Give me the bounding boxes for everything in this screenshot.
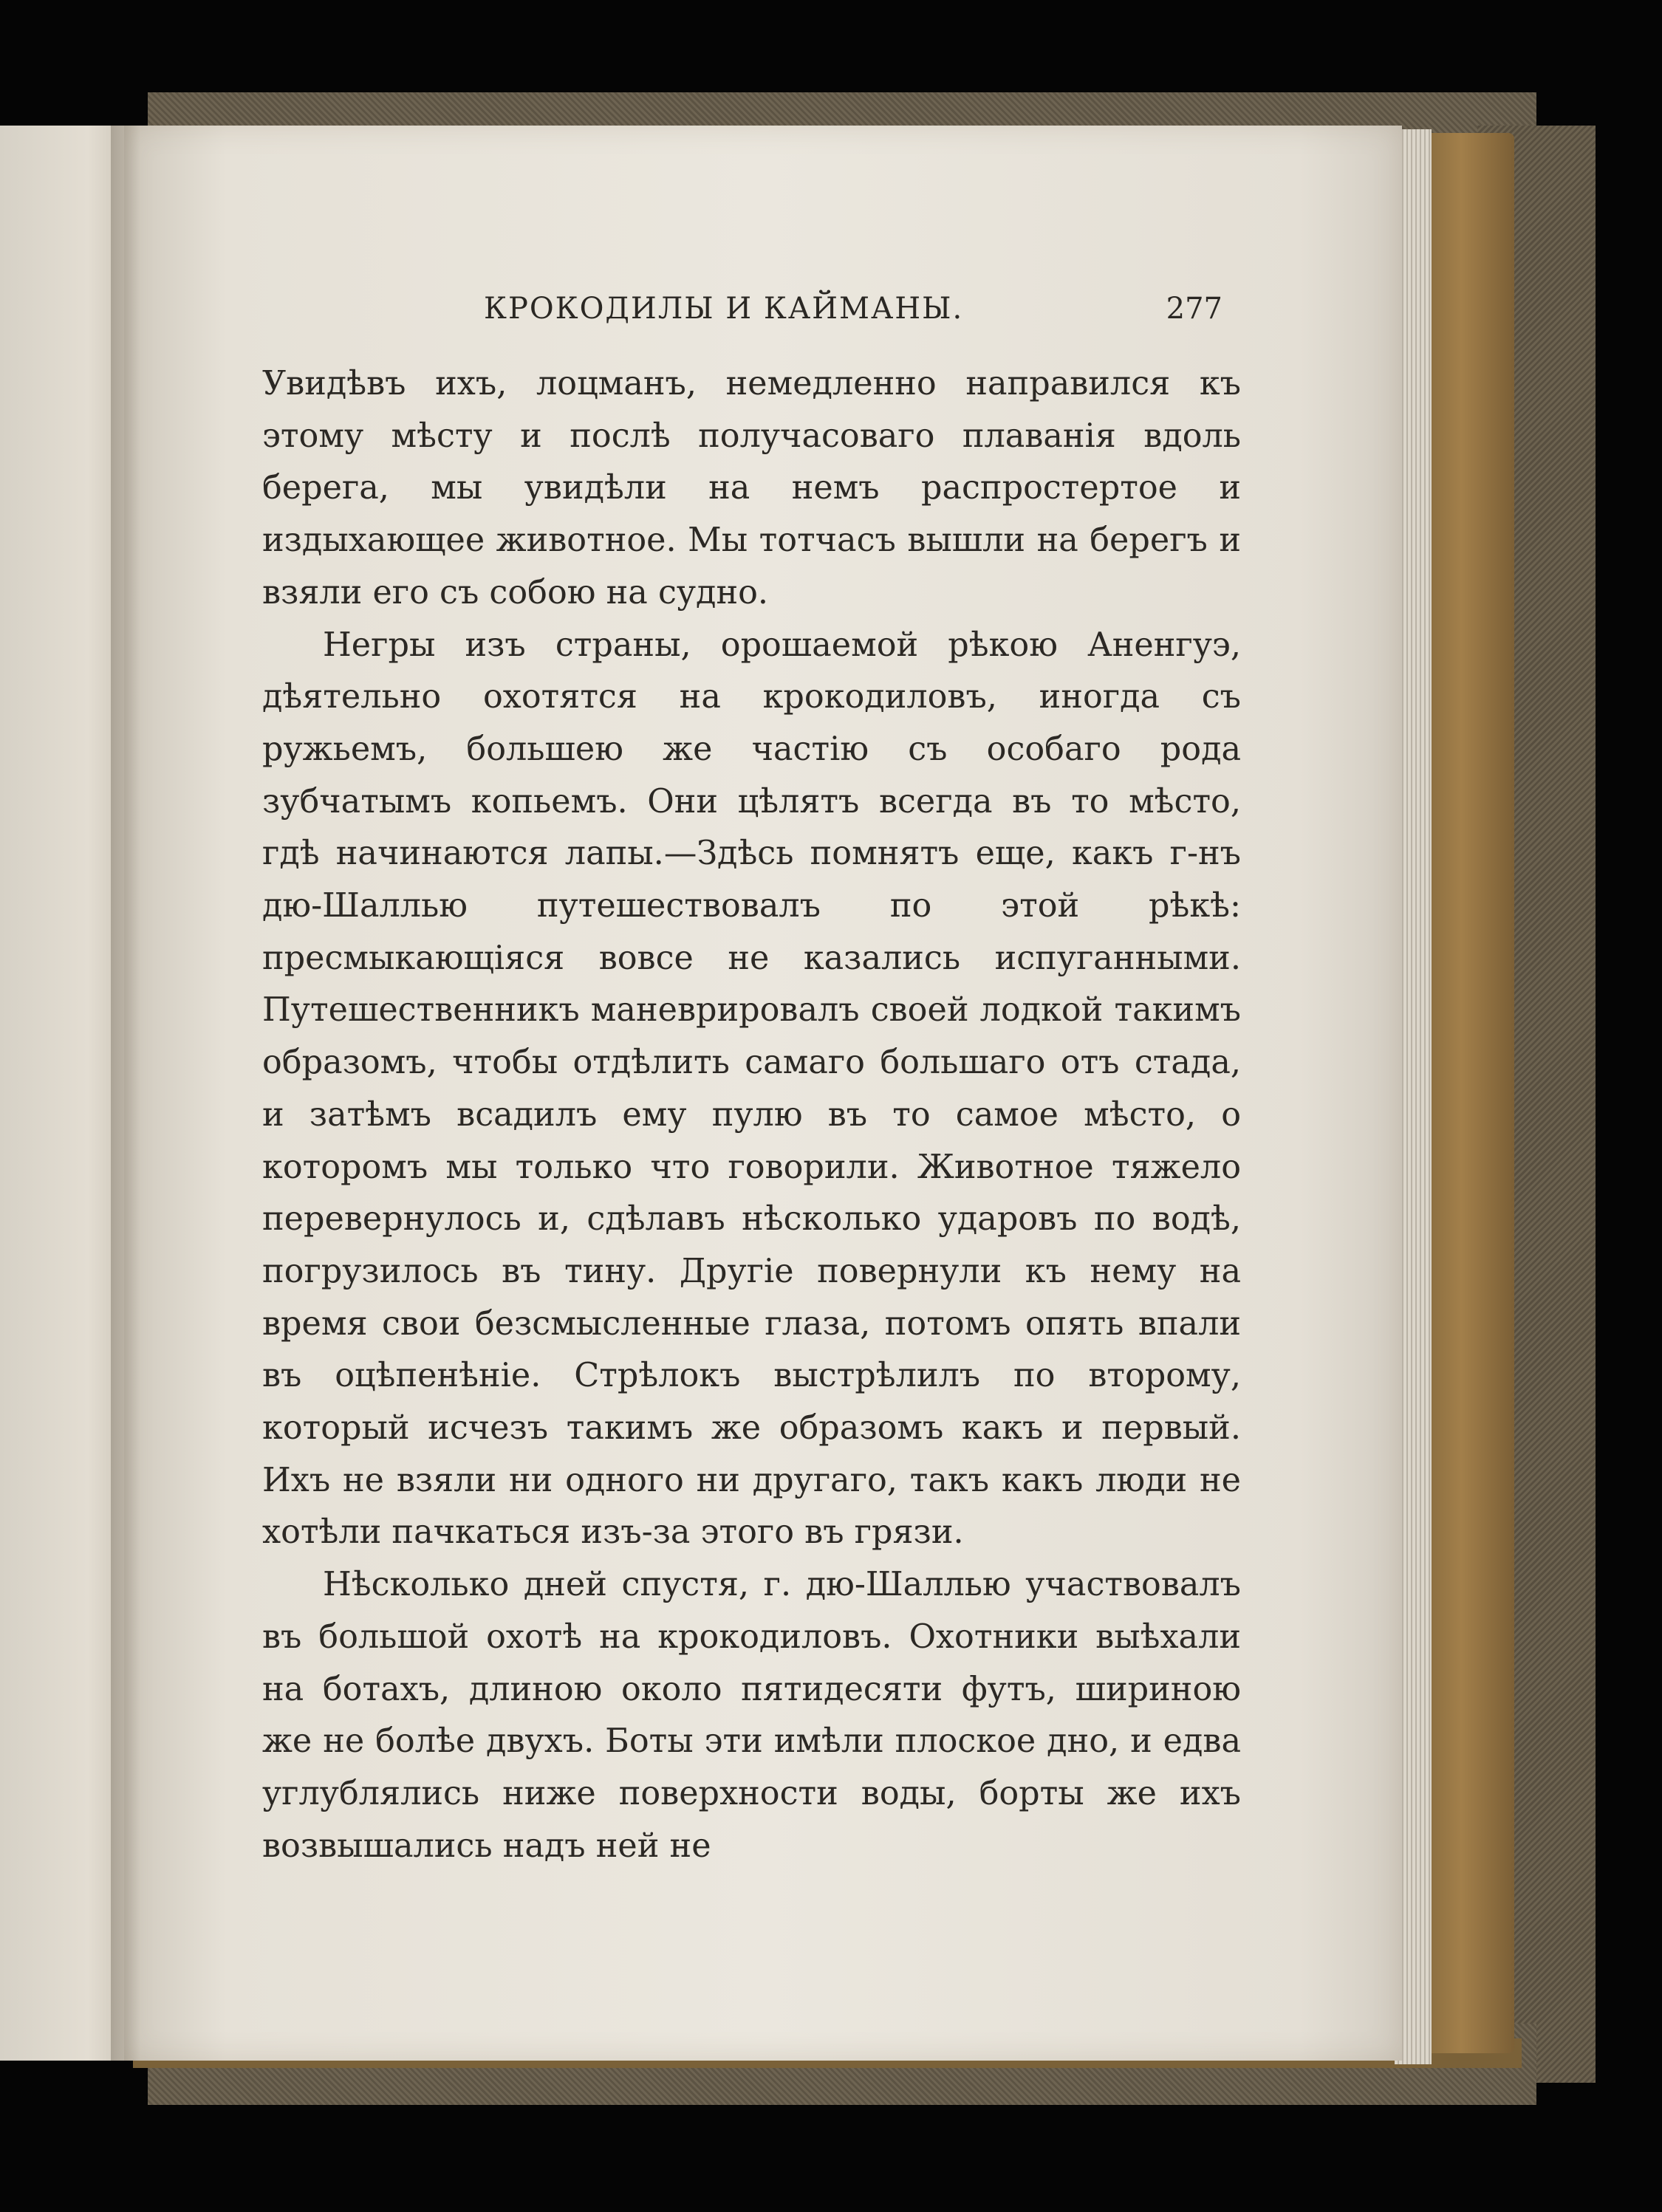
- gutter-shadow: [111, 126, 140, 2061]
- paragraph-3: Нѣсколько дней спустя, г. дю-Шаллью участвовалъ въ большой охотѣ на крокодиловъ. Охотники выѣхали на ботахъ, длиною около пятидесяти футъ, шириною же не болѣе двухъ. Боты эти имѣли плоское дно, и едва углублялись ниже поверхности воды, борты же ихъ возвышались надъ ней не: [262, 1566, 1241, 1865]
- running-head: КРОКОДИЛЫ И КАЙМАНЫ.: [484, 292, 964, 326]
- page-header: [484, 292, 1222, 336]
- book-board-right: [1426, 133, 1514, 2053]
- page-number: 277: [1166, 292, 1222, 326]
- paragraph-1: Увидѣвъ ихъ, лоцманъ, немедленно направился къ этому мѣсту и послѣ получасоваго плаванія вдоль берега, мы увидѣли на немъ распростертое и издыхающее животное. Мы тотчасъ вышли на берегъ и взяли его съ собою на судно.: [262, 365, 1241, 612]
- facing-page-edge: [0, 126, 126, 2061]
- paragraph-2: Негры изъ страны, орошаемой рѣкою Аненгуэ, дѣятельно охотятся на крокодиловъ, иногда съ ружьемъ, большею же частію съ особаго рода зубчатымъ копьемъ. Они цѣлятъ всегда въ то мѣсто, гдѣ начинаются лапы.—Здѣсь помнятъ еще, какъ г-нъ дю-Шаллью путешествовалъ по этой рѣкѣ: пресмыкающіяся вовсе не казались испуганными. Путешественникъ маневрировалъ своей лодкой такимъ образомъ, чтобы отдѣлить самаго большаго отъ стада, и затѣмъ всадилъ ему пулю въ то самое мѣсто, о которомъ мы только что говорили. Животное тяжело перевернулось и, сдѣлавъ нѣсколько ударовъ по водѣ, погрузилось въ тину. Другіе повернули къ нему на время свои безсмысленные глаза, потомъ опять впали въ оцѣпенѣніе. Стрѣлокъ выстрѣлилъ по второму, который исчезъ такимъ же образомъ какъ и первый. Ихъ не взяли ни одного ни другаго, такъ какъ люди не хотѣли пачкаться изъ-за этого въ грязи.: [262, 626, 1241, 1552]
- body-text: [262, 358, 1241, 1872]
